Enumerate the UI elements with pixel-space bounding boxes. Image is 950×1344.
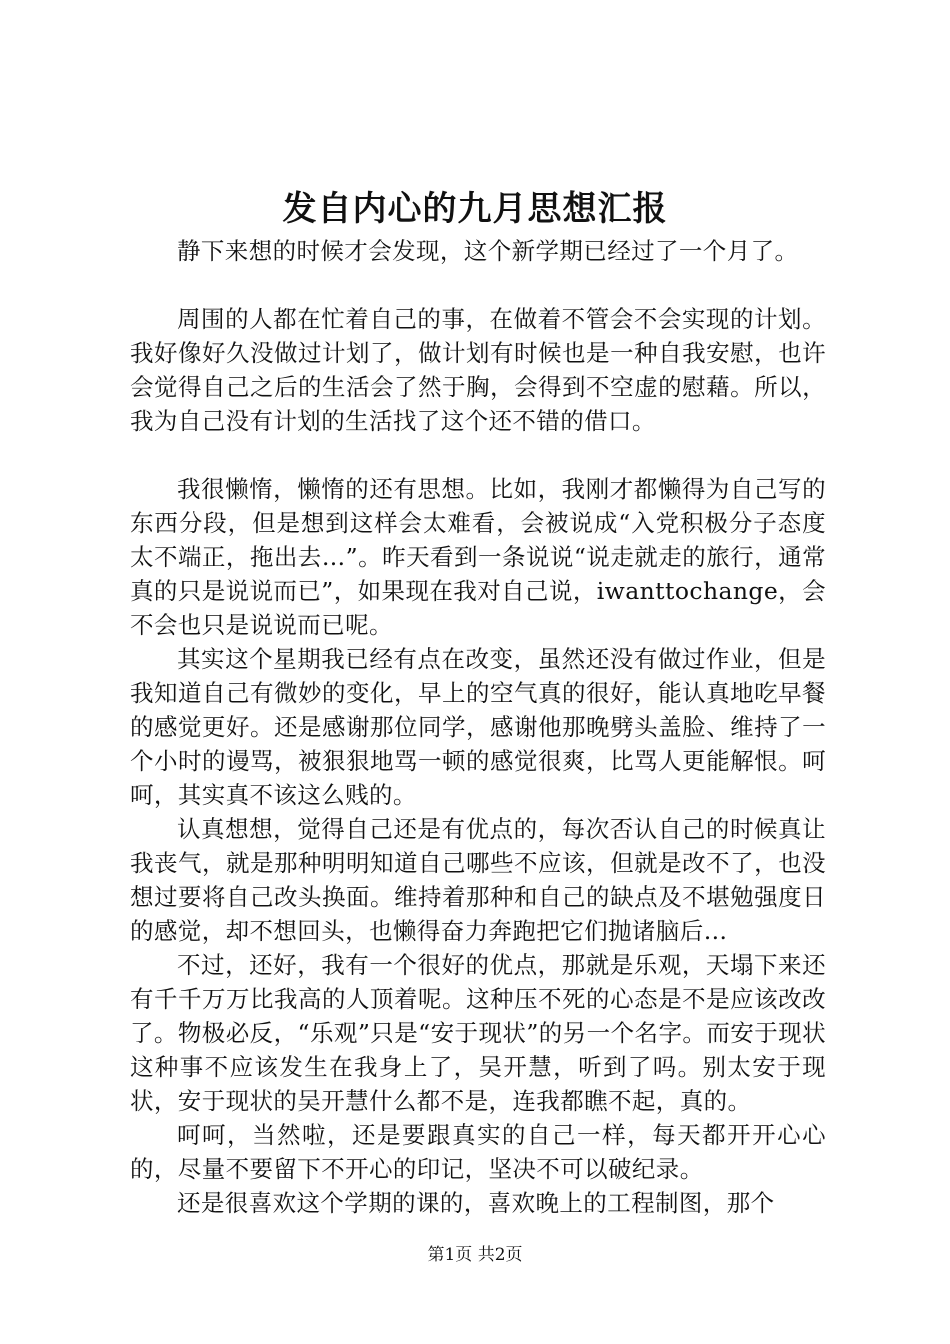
- paragraph-2: 周围的人都在忙着自己的事，在做着不管会不会实现的计划。我好像好久没做过计划了，做计划有时候也是一种自我安慰，也许会觉得自己之后的生活会了然于胸，会得到不空虚的慰藉。所以，我为自己没有计划的生活找了这个还不错的借口。: [130, 305, 826, 435]
- paragraph-5: 认真想想，觉得自己还是有优点的，每次否认自己的时候真让我丧气，就是那种明明知道自己哪些不应该，但就是改不了，也没想过要将自己改头换面。维持着那种和自己的缺点及不堪勉强度日的感觉，却不想回头，也懒得奋力奔跑把它们抛诸脑后…: [130, 815, 826, 945]
- paragraph-gap: [130, 438, 826, 472]
- paragraph-3: 我很懒惰，懒惰的还有思想。比如，我刚才都懒得为自己写的东西分段，但是想到这样会太难看，会被说成“入党积极分子态度太不端正，拖出去…”。昨天看到一条说说“说走就走的旅行，通常真的只是说说而已”，如果现在我对自己说，iwanttochange，会不会也只是说说而已呢。: [130, 475, 826, 639]
- paragraph-4: 其实这个星期我已经有点在改变，虽然还没有做过作业，但是我知道自己有微妙的变化，早上的空气真的很好，能认真地吃早餐的感觉更好。还是感谢那位同学，感谢他那晚劈头盖脸、维持了一个小时的谩骂，被狠狠地骂一顿的感觉很爽，比骂人更能解恨。呵呵，其实真不该这么贱的。: [130, 645, 826, 809]
- paragraph-6: 不过，还好，我有一个很好的优点，那就是乐观，天塌下来还有千千万万比我高的人顶着呢。这种压不死的心态是不是应该改改了。物极必反，“乐观”只是“安于现状”的另一个名字。而安于现状这种事不应该发生在我身上了，吴开慧，听到了吗。别太安于现状，安于现状的吴开慧什么都不是，连我都瞧不起，真的。: [130, 951, 826, 1115]
- page-number-footer: 第1页 共2页: [427, 1245, 523, 1265]
- paragraph-gap: [130, 268, 826, 302]
- paragraph-8: 还是很喜欢这个学期的课的，喜欢晚上的工程制图，那个: [177, 1189, 775, 1217]
- document-title: 发自内心的九月思想汇报: [282, 189, 668, 229]
- document-body: [130, 234, 826, 1220]
- paragraph-7: 呵呵，当然啦，还是要跟真实的自己一样，每天都开开心心的，尽量不要留下不开心的印记，坚决不可以破纪录。: [130, 1121, 826, 1183]
- paragraph-1: 静下来想的时候才会发现，这个新学期已经过了一个月了。: [177, 237, 799, 265]
